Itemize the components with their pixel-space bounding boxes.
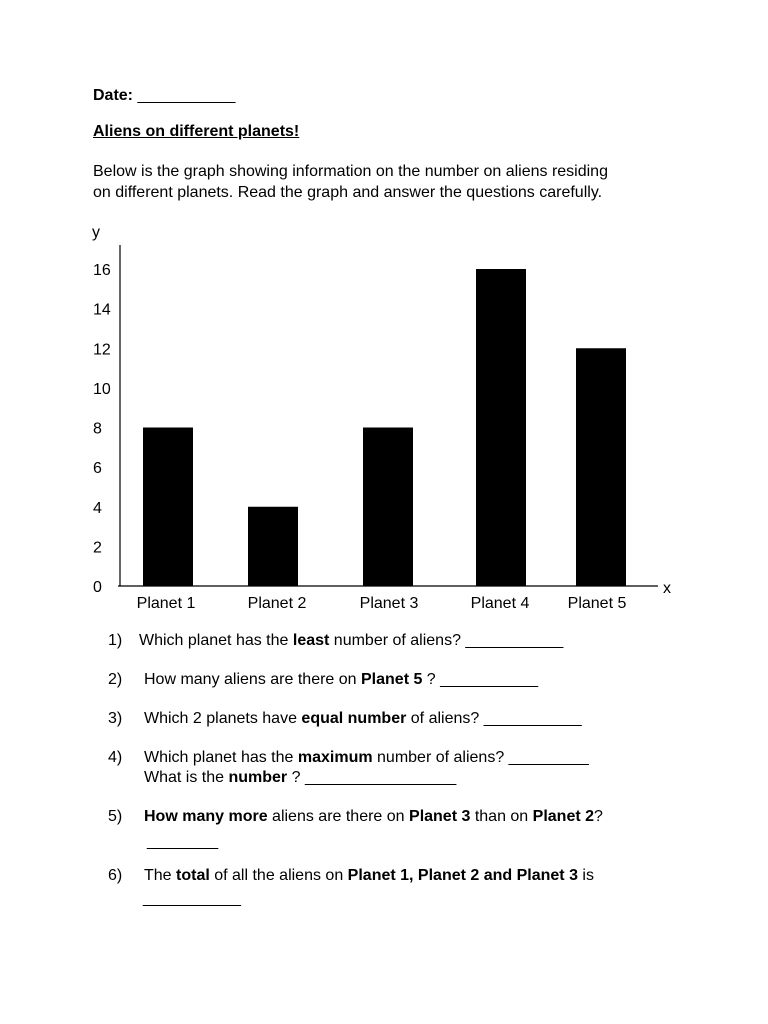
question-text: How many aliens are there on Planet 5 ? ___________ (144, 671, 539, 688)
question-number: 6) (108, 867, 123, 884)
question-text: How many more aliens are there on Planet 3 than on Planet 2? (144, 808, 603, 825)
y-tick-label: 14 (93, 301, 111, 319)
question-number: 2) (108, 671, 123, 688)
date-blank[interactable]: ___________ (137, 87, 236, 104)
x-axis-label: x (663, 580, 671, 597)
question-number: 1) (108, 632, 123, 649)
answer-blank[interactable]: ___________ (143, 890, 241, 907)
x-tick-label: Planet 4 (470, 595, 530, 612)
date-label: Date: (93, 87, 134, 104)
x-tick-label: Planet 2 (247, 595, 307, 612)
y-tick-label: 16 (93, 262, 111, 279)
y-tick-label: 8 (93, 420, 102, 438)
question-text: Which planet has the least number of aliens? ___________ (139, 632, 564, 649)
question-text: The total of all the aliens on Planet 1, Planet 2 and Planet 3 is (144, 867, 594, 884)
question-text: Which 2 planets have equal number of aliens? ___________ (144, 710, 582, 727)
x-tick-label: Planet 5 (567, 595, 627, 612)
bar-chart (0, 215, 768, 615)
answer-blank[interactable]: ________ (147, 833, 219, 850)
y-tick-label: 4 (93, 499, 102, 517)
date-field (93, 87, 235, 105)
question-text: Which planet has the maximum number of aliens? _________ (144, 749, 589, 766)
bar (143, 428, 193, 587)
intro-line-2: on different planets. Read the graph and answer the questions carefully. (93, 184, 603, 201)
question-number: 4) (108, 749, 123, 766)
y-tick-label: 12 (93, 341, 111, 359)
question-number: 3) (108, 710, 123, 727)
y-tick-label: 2 (93, 539, 102, 557)
y-axis-label: y (92, 224, 100, 241)
bar (576, 348, 626, 586)
y-tick-label: 10 (93, 380, 111, 398)
worksheet-title: Aliens on different planets! (93, 123, 300, 140)
bar (363, 428, 413, 587)
bar (248, 507, 298, 586)
question-number: 5) (108, 808, 123, 825)
question-text-line-2: What is the number ? _________________ (144, 769, 457, 786)
x-tick-label: Planet 3 (359, 595, 419, 612)
y-tick-label: 0 (93, 579, 102, 596)
intro-line-1: Below is the graph showing information on the number on aliens residing (93, 163, 608, 180)
x-tick-label: Planet 1 (136, 595, 196, 612)
y-tick-label: 6 (93, 460, 102, 478)
intro-paragraph (93, 161, 693, 203)
bar (476, 269, 526, 586)
